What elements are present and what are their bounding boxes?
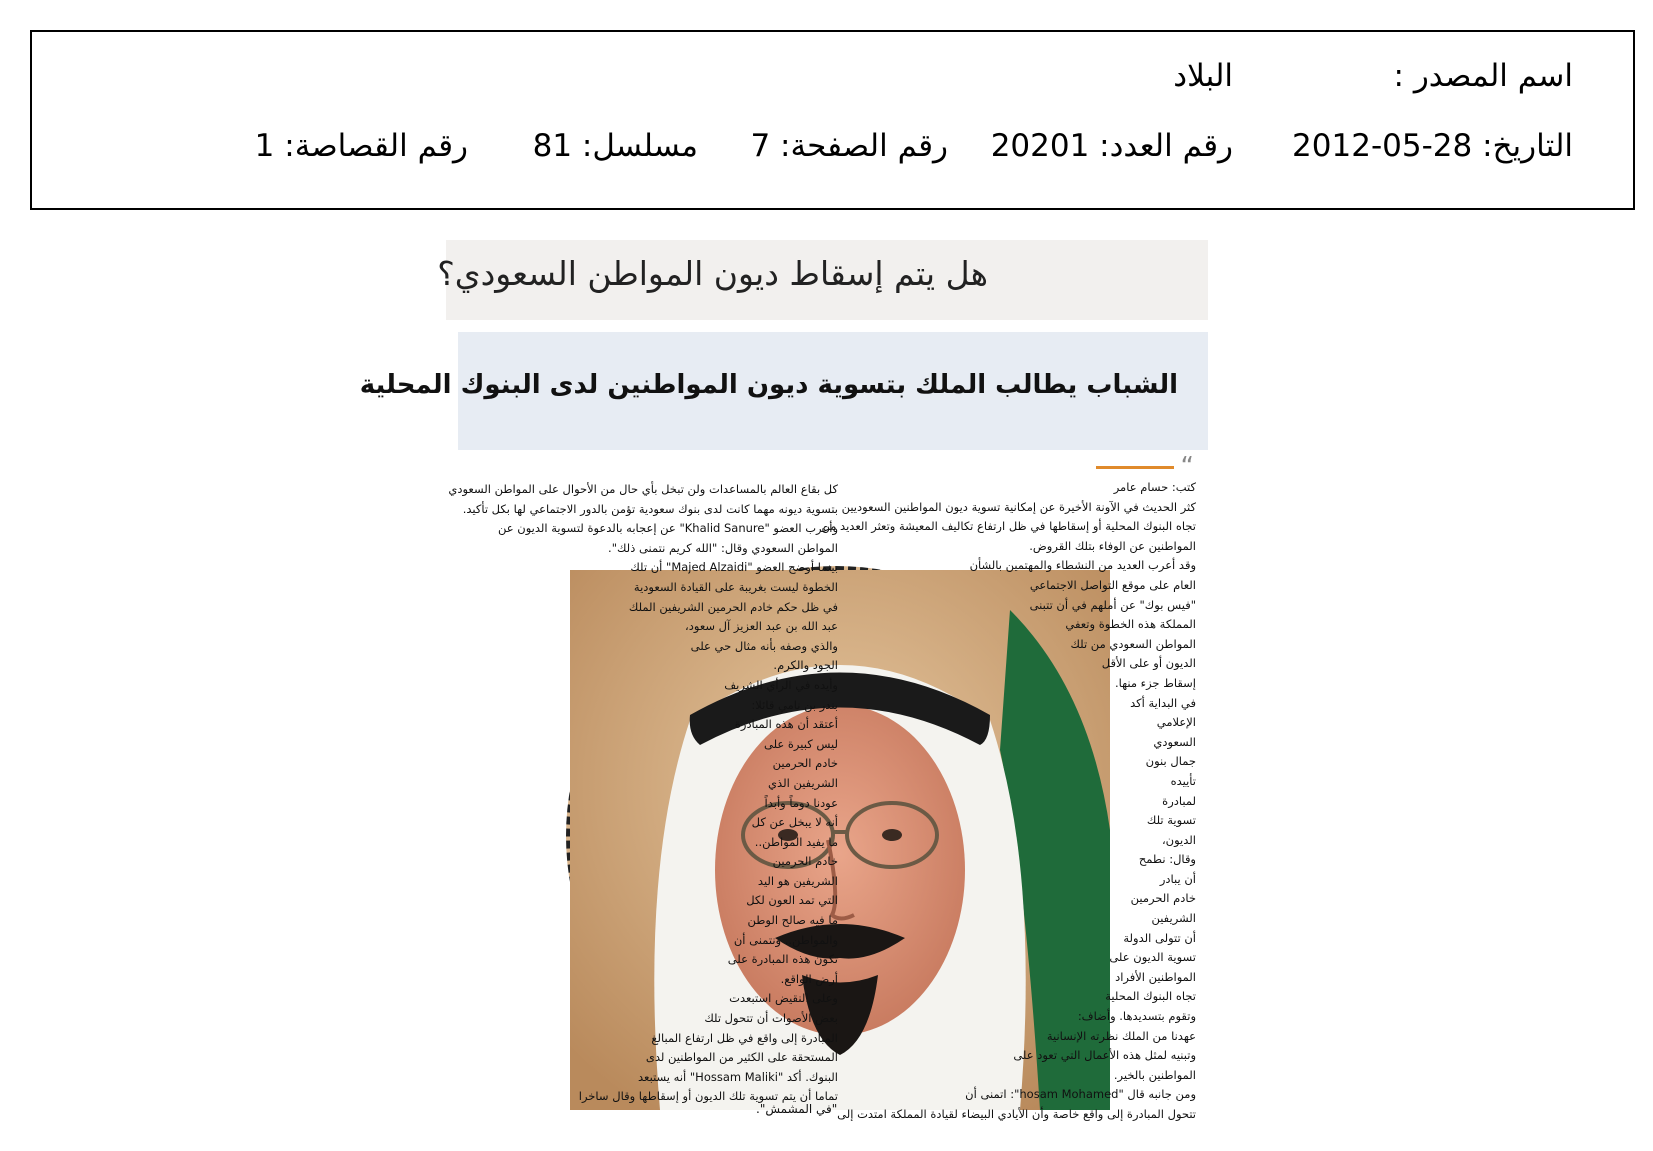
quote-mark-icon: “ [1180, 452, 1194, 482]
text-line: عبد الله بن عبد العزيز آل سعود، [685, 619, 838, 634]
text-line: ما فيه صالح الوطن [747, 913, 838, 928]
clipping-header-box [30, 30, 1635, 210]
text-line: تأييده [1170, 773, 1196, 788]
text-line: أعتقد أن هذه المبادرة [734, 717, 838, 732]
text-line: الشريفين الذي [768, 775, 838, 790]
text-line: خادم الحرمين [772, 854, 838, 869]
text-line: والمواطن.. ونتمنى أن [733, 932, 838, 947]
text-line: ومن جانبه قال "hosam Mohamed": اتمنى أن [965, 1087, 1196, 1102]
page-number-field: رقم الصفحة: 7 [750, 128, 948, 164]
text-line: خادم الحرمين [1130, 891, 1196, 906]
headline-box [359, 332, 1208, 450]
source-value: البلاد [1173, 58, 1233, 94]
text-line: عودنا دوماً وأبداً [764, 795, 838, 810]
text-line: ليس كبيرة على [764, 736, 838, 751]
text-line: خادم الحرمين [772, 756, 838, 771]
text-line: المواطنين الأفراد [1115, 969, 1196, 984]
right-text-column [796, 478, 1196, 1125]
article-banner [437, 240, 1208, 320]
text-line: أن يبادر [1159, 871, 1196, 886]
text-line: الإعلامي [1156, 715, 1196, 730]
text-line: أنه لا يبخل عن كل [751, 815, 838, 830]
closing-line: "في المشمش". [756, 1102, 838, 1116]
newspaper-clipping [359, 240, 1208, 1140]
left-text-column [448, 480, 838, 1107]
text-line: أرض الواقع. [780, 971, 838, 986]
text-line: الديون، [1161, 832, 1196, 847]
text-line: تجاه البنوك المحلية [1105, 989, 1196, 1004]
text-line: كتب: حسام عامر [1113, 480, 1196, 494]
text-line: المملكة هذه الخطوة وتعفي [1065, 617, 1196, 632]
issue-number-field: رقم العدد: 20201 [990, 128, 1233, 164]
text-line: تتحول المبادرة إلى واقع خاصة وأن الأيادي البيضاء لقيادة المملكة امتدت إلى [837, 1107, 1196, 1121]
text-line: كل بقاع العالم بالمساعدات ولن تبخل بأي حال من الأحوال على المواطن السعودي [448, 482, 838, 496]
text-line: وقد أعرب العديد من النشطاء والمهتمين بالشأن [969, 558, 1196, 573]
text-line: وتقوم بتسديدها. وأضاف: [1077, 1009, 1196, 1024]
text-line: بينما أوضح العضو "Majed Alzaidi" أن تلك [630, 560, 838, 575]
text-line: الجود والكرم. [773, 658, 838, 673]
text-line: في ظل حكم خادم الحرمين الشريفين الملك [628, 599, 838, 614]
source-label: اسم المصدر : [1393, 58, 1573, 94]
text-line: السعودي [1153, 734, 1196, 749]
text-line: العام على موقع التواصل الاجتماعي [1029, 577, 1196, 592]
text-line: جمال بنون [1145, 754, 1196, 769]
text-line: المواطنين عن الوفاء بتلك القروض. [1029, 538, 1196, 553]
text-line: المستحقة على الكثير من المواطنين لدى [645, 1050, 838, 1065]
text-line: بتسوية ديونه مهما كانت لدى بنوك سعودية تؤمن بالدور الاجتماعي لها بكل تأكيد. [462, 501, 838, 516]
text-line: البنوك. أكد "Hossam Maliki" أنه يستبعد [638, 1069, 838, 1084]
text-line: الشريفين [1151, 911, 1196, 926]
text-line: إسقاط جزء منها. [1114, 675, 1196, 690]
text-line: تسوية الديون على [1109, 950, 1196, 965]
text-line: المواطن السعودي وقال: "الله كريم نتمنى ذلك". [608, 540, 838, 555]
text-line: تسوية تلك [1146, 813, 1196, 828]
text-line: عهدنا من الملك نظرته الإنسانية [1046, 1028, 1196, 1043]
orange-divider [1096, 466, 1174, 469]
text-line: التي تمد العون لكل [746, 893, 838, 908]
text-line: لمبادرة [1162, 793, 1196, 808]
text-line: وأيده في الرأي الشريف [724, 677, 838, 692]
text-line: الخطوة ليست بغريبة على القيادة السعودية [633, 579, 838, 594]
text-line: ما يفيد المواطن.. [754, 834, 838, 849]
text-line: "فيس بوك" عن أملهم في أن تتبنى [1029, 597, 1196, 612]
serial-field: مسلسل: 81 [532, 128, 698, 164]
text-line: تكون هذه المبادرة على [727, 952, 838, 967]
text-line: أن تتولى الدولة [1123, 930, 1196, 945]
date-field: التاريخ: 28-05-2012 [1292, 128, 1573, 164]
text-line: تجاه البنوك المحلية أو إسقاطها في ظل ارتفاع تكاليف المعيشة وتعثر العديد من [821, 519, 1196, 534]
text-line: وعلى النقيض استبعدت [729, 991, 838, 1006]
text-line: وقال: نطمح [1138, 852, 1196, 867]
text-line: بعض الأصوات أن تتحول تلك [704, 1011, 838, 1026]
banner-title: هل يتم إسقاط ديون المواطن السعودي؟ [437, 254, 988, 293]
text-line: المواطنين بالخير. [1113, 1067, 1196, 1082]
text-line: الشريفين هو اليد [757, 873, 838, 888]
text-line: والذي وصفه بأنه مثال حي على [690, 638, 838, 653]
article-headline: الشباب يطالب الملك بتسوية ديون المواطنين لدى البنوك المحلية [359, 370, 1178, 400]
text-line: في البداية أكد [1130, 695, 1196, 710]
text-line: تماما أن يتم تسوية تلك الديون أو إسقاطها وقال ساخرا [578, 1089, 838, 1104]
text-line: بندر بن نامي قائلا: [751, 697, 838, 712]
text-line: المواطن السعودي من تلك [1070, 636, 1196, 651]
text-line: كثر الحديث في الآونة الأخيرة عن إمكانية تسوية ديون المواطنين السعوديين [841, 499, 1196, 514]
text-line: المبادرة إلى واقع في ظل ارتفاع المبالغ [651, 1030, 838, 1045]
text-line: وتبنيه لمثل هذه الأعمال التي تعود على [1013, 1048, 1196, 1063]
clipping-number-field: رقم القصاصة: 1 [254, 128, 468, 164]
text-line: وأعرب العضو "Khalid Sanure" عن إعجابه بالدعوة لتسوية الديون عن [498, 521, 838, 536]
text-line: الديون أو على الأقل [1101, 656, 1196, 671]
